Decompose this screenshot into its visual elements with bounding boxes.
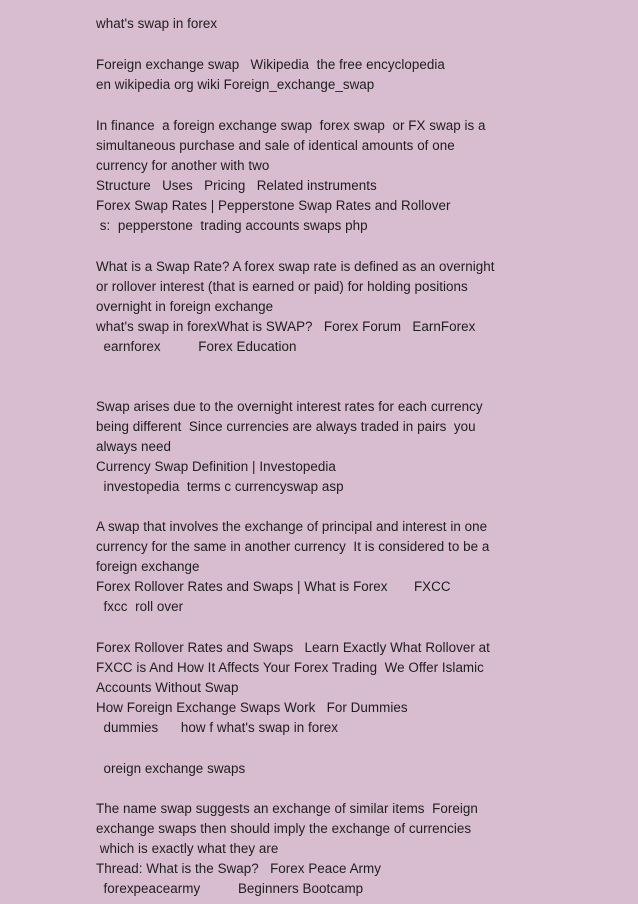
text-line: Forex Rollover Rates and Swaps | What is Forex FXCC [96,579,451,594]
text-line: which is exactly what they are [96,841,279,856]
text-line: dummies how f what's swap in forex [96,720,339,735]
text-line: Currency Swap Definition | Investopedia [96,459,336,474]
text-line: s: pepperstone trading accounts swaps php [96,218,368,233]
text-line: FXCC is And How It Affects Your Forex Trading We Offer Islamic [96,660,484,675]
text-line: currency for another with two [96,158,270,173]
text-line: earnforex Forex Education [96,339,297,354]
text-line: The name swap suggests an exchange of similar items Foreign [96,801,478,816]
text-line: Foreign exchange swap Wikipedia the free encyclopedia [96,57,445,72]
text-line: foreign exchange [96,559,200,574]
text-line: what's swap in forex [96,16,218,31]
text-line: en wikipedia org wiki Foreign_exchange_swap [96,77,375,92]
text-line: investopedia terms c currencyswap asp [96,479,344,494]
text-line: or rollover interest (that is earned or paid) for holding positions [96,279,468,294]
text-line: Forex Swap Rates | Pepperstone Swap Rates and Rollover [96,198,451,213]
text-line: being different Since currencies are always traded in pairs you [96,419,476,434]
text-line: overnight in foreign exchange [96,299,274,314]
text-line: Thread: What is the Swap? Forex Peace Army [96,861,382,876]
text-line: fxcc roll over [96,599,184,614]
text-line: A swap that involves the exchange of principal and interest in one [96,519,488,534]
text-line: Accounts Without Swap [96,680,239,695]
text-line: simultaneous purchase and sale of identical amounts of one [96,138,455,153]
text-line: exchange swaps then should imply the exchange of currencies [96,821,472,836]
text-line: forexpeacearmy Beginners Bootcamp [96,881,364,896]
text-line: Swap arises due to the overnight interest rates for each currency [96,399,483,414]
text-line: currency for the same in another currency It is considered to be a [96,539,490,554]
text-line: what's swap in forexWhat is SWAP? Forex Forum EarnForex [96,319,476,334]
text-line: always need [96,439,171,454]
text-line: In finance a foreign exchange swap forex swap or FX swap is a [96,118,486,133]
text-line: Forex Rollover Rates and Swaps Learn Exactly What Rollover at [96,640,490,655]
text-line: How Foreign Exchange Swaps Work For Dummies [96,700,408,715]
text-line: oreign exchange swaps [96,761,246,776]
text-line: What is a Swap Rate? A forex swap rate is defined as an overnight [96,259,495,274]
text-line: Structure Uses Pricing Related instruments [96,178,377,193]
